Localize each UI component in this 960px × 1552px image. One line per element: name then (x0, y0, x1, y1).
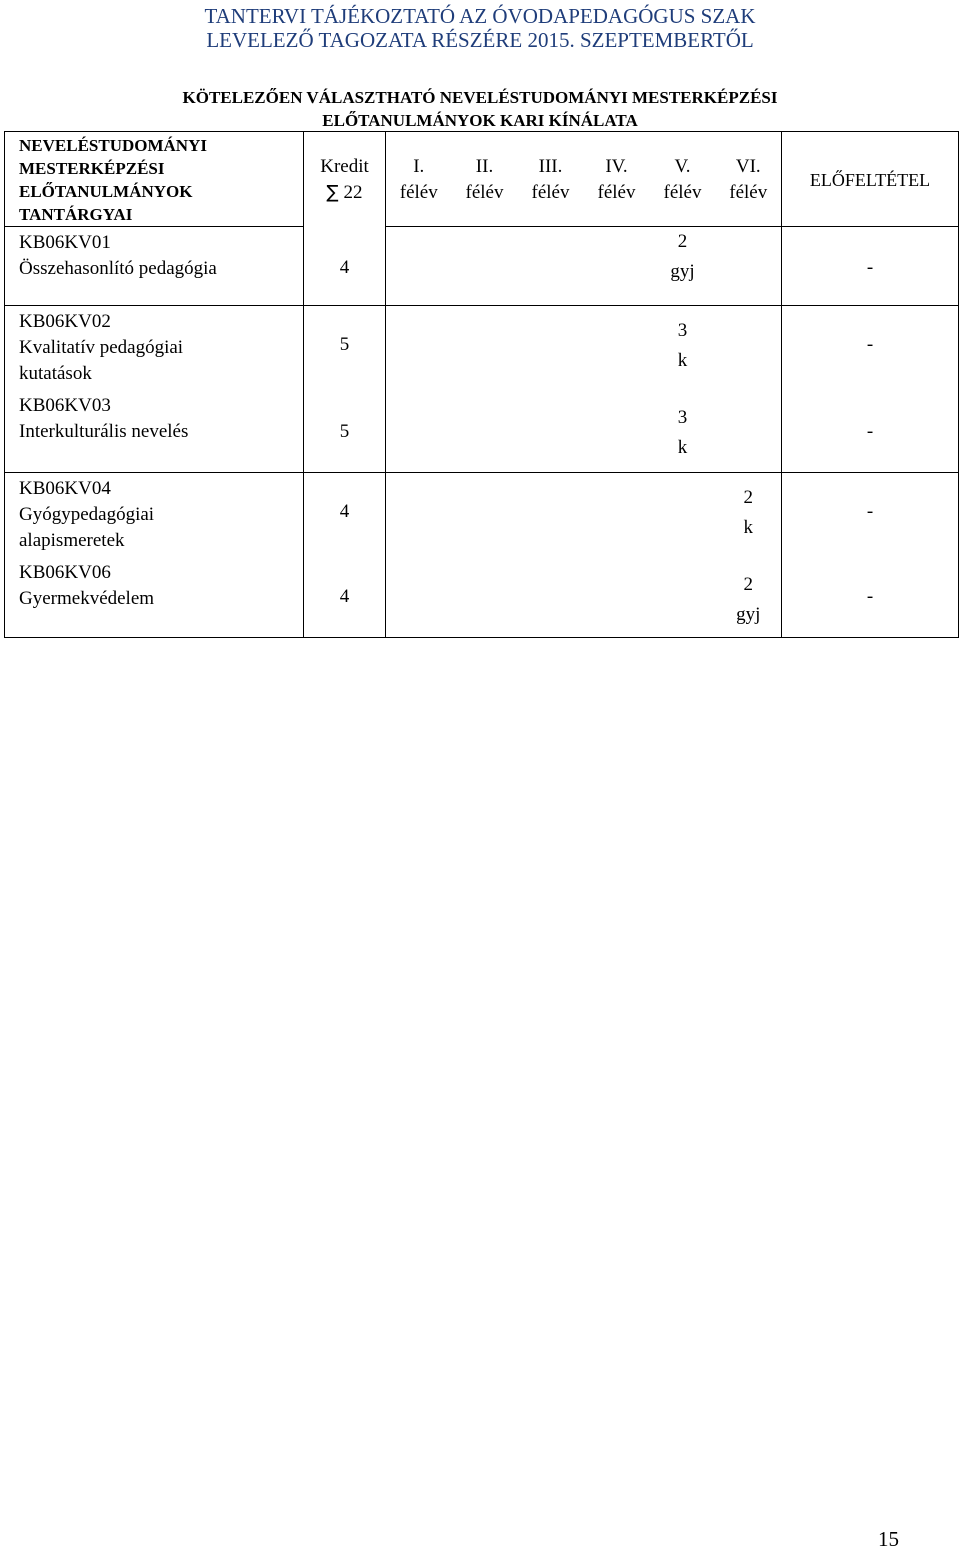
credit-cell: 4 (304, 560, 386, 638)
running-head-line-2: LEVELEZŐ TAGOZATA RÉSZÉRE 2015. SZEPTEMBERTŐL (206, 28, 754, 52)
prerequisite-cell: - (782, 560, 959, 638)
course-name: Gyermekvédelem (19, 587, 155, 609)
running-head (0, 4, 960, 52)
grade-hours: 2 (743, 573, 753, 595)
course-cell (5, 306, 304, 393)
credit-cell: 4 (304, 473, 386, 560)
grade-hours: 2 (743, 487, 753, 508)
grade-type: gyj (670, 261, 695, 282)
header-subject-line: MESTERKÉPZÉSI (19, 159, 165, 178)
semester-6-cell (716, 560, 782, 638)
semester-word: félév (465, 182, 504, 203)
header-kredit-total (304, 180, 385, 206)
credit-cell: 5 (304, 306, 386, 393)
semester-6-cell (716, 306, 782, 393)
section-title (0, 86, 960, 132)
header-kredit-label: Kredit (320, 156, 369, 177)
grade-hours: 3 (677, 320, 688, 341)
credit-cell: 4 (304, 227, 386, 306)
semester-numeral: V. (674, 156, 691, 177)
semester-cells-empty (386, 393, 650, 473)
semester-cells-empty (386, 560, 716, 638)
course-cell (5, 560, 304, 638)
table-row (5, 473, 959, 560)
course-name: Kvalitatív pedagógiai (19, 337, 184, 358)
semester-cells-empty (386, 473, 716, 560)
semester-word: félév (399, 182, 438, 203)
prerequisite-cell: - (782, 227, 959, 306)
page-number: 15 (878, 1527, 899, 1551)
course-code: KB06KV06 (19, 561, 111, 583)
header-semester-2 (452, 132, 518, 227)
semester-numeral: I. (413, 156, 425, 177)
semester-cells-empty (386, 306, 650, 393)
semester-numeral: II. (475, 156, 494, 177)
header-semester-5 (650, 132, 716, 227)
grade-type: k (677, 436, 688, 458)
grade-type: k (743, 517, 753, 538)
grade-type: k (677, 350, 688, 371)
course-cell (5, 473, 304, 560)
header-subject (5, 132, 304, 227)
header-semester-6 (716, 132, 782, 227)
course-cell (5, 393, 304, 473)
running-head-line-1: TANTERVI TÁJÉKOZTATÓ AZ ÓVODAPEDAGÓGUS SZAK (204, 4, 756, 28)
curriculum-table (4, 131, 959, 638)
semester-cells-empty (386, 227, 650, 306)
semester-numeral: III. (538, 156, 563, 177)
grade-hours: 2 (677, 231, 688, 252)
course-name: alapismeretek (19, 530, 125, 551)
prerequisite-cell: - (782, 473, 959, 560)
credit-cell: 5 (304, 393, 386, 473)
grade-hours: 3 (677, 406, 688, 428)
header-semester-1 (386, 132, 452, 227)
semester-word: félév (531, 182, 570, 203)
course-code: KB06KV03 (19, 394, 111, 416)
course-code: KB06KV04 (19, 478, 111, 499)
table-row (5, 393, 959, 473)
prerequisite-cell: - (782, 393, 959, 473)
semester-5-cell (650, 306, 716, 393)
header-semester-3 (518, 132, 584, 227)
semester-word: félév (597, 182, 636, 203)
course-code: KB06KV01 (19, 232, 111, 253)
sum-symbol: ∑ (326, 182, 339, 203)
semester-5-cell (650, 393, 716, 473)
header-kredit (304, 132, 386, 227)
course-name: kutatások (19, 363, 92, 384)
section-title-line-2: ELŐTANULMÁNYOK KARI KÍNÁLATA (322, 111, 638, 130)
course-name: Interkulturális nevelés (19, 420, 189, 442)
semester-numeral: IV. (605, 156, 628, 177)
course-cell (5, 227, 304, 306)
semester-6-cell (716, 227, 782, 306)
course-name: Összehasonlító pedagógia (19, 258, 217, 279)
semester-numeral: VI. (735, 156, 761, 177)
prerequisite-cell: - (782, 306, 959, 393)
semester-word: félév (663, 182, 702, 203)
table-header-row (5, 132, 959, 227)
section-title-line-1: KÖTELEZŐEN VÁLASZTHATÓ NEVELÉSTUDOMÁNYI MESTERKÉPZÉSI (182, 88, 778, 107)
kredit-total-value: 22 (343, 182, 363, 203)
table-row (5, 227, 959, 306)
table-row (5, 560, 959, 638)
grade-type: gyj (736, 603, 761, 625)
header-subject-line: TANTÁRGYAI (19, 205, 133, 224)
semester-6-cell (716, 393, 782, 473)
course-code: KB06KV02 (19, 311, 111, 332)
header-semester-4 (584, 132, 650, 227)
semester-5-cell (650, 227, 716, 306)
semester-6-cell (716, 473, 782, 560)
course-name: Gyógypedagógiai (19, 504, 155, 525)
semester-word: félév (729, 182, 768, 203)
header-subject-line: ELŐTANULMÁNYOK (19, 182, 193, 201)
header-subject-line: NEVELÉSTUDOMÁNYI (19, 136, 207, 155)
header-prerequisite: ELŐFELTÉTEL (782, 132, 959, 227)
table-row (5, 306, 959, 393)
